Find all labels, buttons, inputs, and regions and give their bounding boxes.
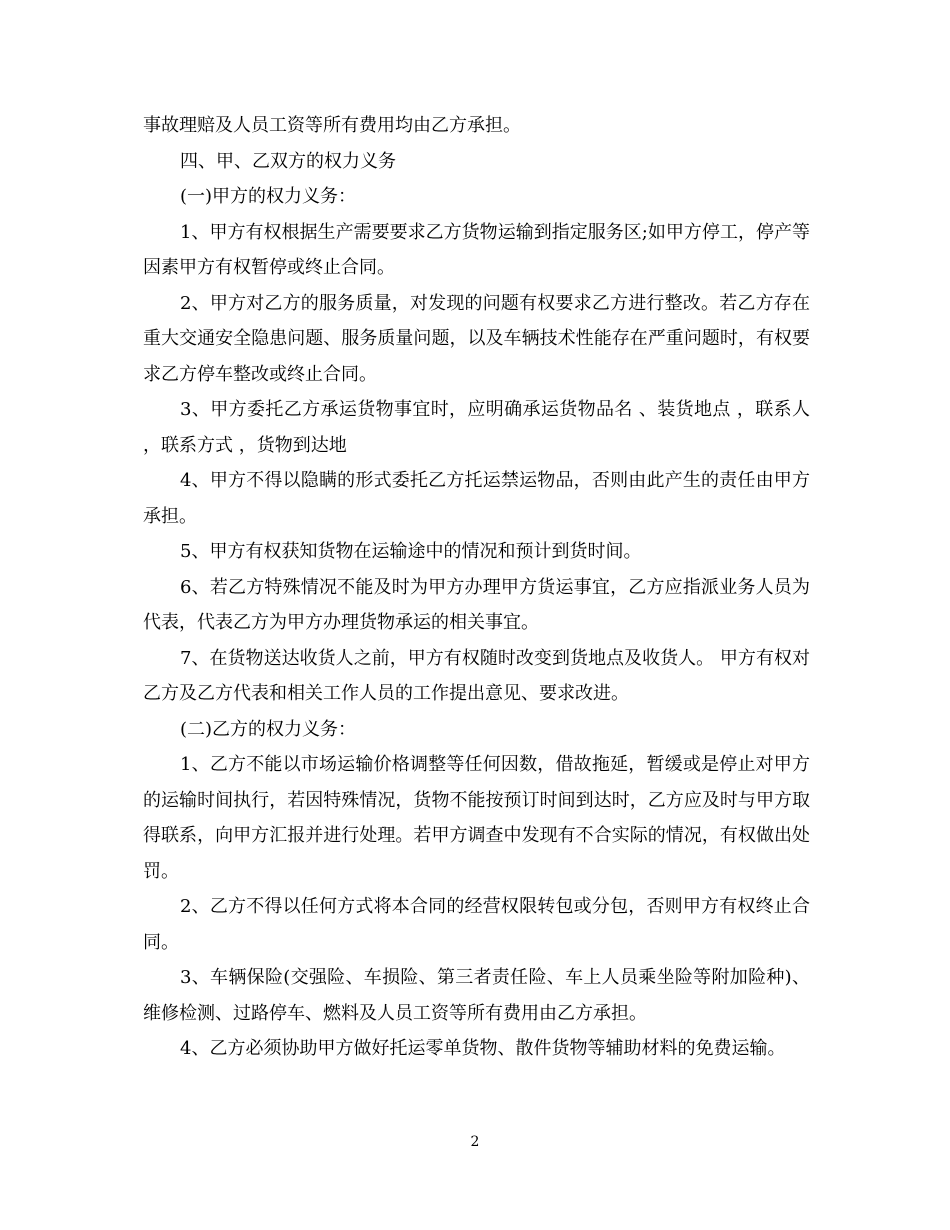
- page-number: 2: [470, 1134, 480, 1150]
- clause-party-a-4: 4、甲方不得以隐瞒的形式委托乙方托运禁运物品，否则由此产生的责任由甲方承担。: [143, 470, 810, 527]
- clause-party-b-3: 3、车辆保险(交强险、车损险、第三者责任险、车上人员乘坐险等附加险种)、维修检测、过路停车、燃料及人员工资等所有费用由乙方承担。: [143, 967, 810, 1024]
- paragraph-continuation: 事故理赔及人员工资等所有费用均由乙方承担。: [143, 115, 521, 136]
- subsection-heading-party-b: (二)乙方的权力义务：: [180, 718, 357, 740]
- clause-party-b-2: 2、乙方不得以任何方式将本合同的经营权限转包或分包，否则甲方有权终止合同。: [143, 896, 810, 953]
- clause-party-a-2: 2、甲方对乙方的服务质量，对发现的问题有权要求乙方进行整改。若乙方存在重大交通安全隐患问题、服务质量问题，以及车辆技术性能存在严重问题时，有权要求乙方停车整改或终止合同。: [143, 292, 810, 385]
- clause-party-a-3: 3、甲方委托乙方承运货物事宜时，应明确承运货物品名 、装货地点 ，联系人 ，联系方式 ，货物到达地: [143, 399, 810, 456]
- section-heading-rights-duties: 四、甲、乙双方的权力义务: [180, 150, 396, 172]
- subsection-heading-party-a: (一)甲方的权力义务：: [180, 186, 357, 207]
- clause-party-a-7: 7、在货物送达收货人之前，甲方有权随时改变到货地点及收货人。 甲方有权对乙方及乙方代表和相关工作人员的工作提出意见、要求改进。: [143, 647, 810, 704]
- clause-party-a-5: 5、甲方有权获知货物在运输途中的情况和预计到货时间。: [180, 541, 642, 562]
- clause-party-b-4: 4、乙方必须协助甲方做好托运零单货物、散件货物等辅助材料的免费运输。: [180, 1038, 786, 1059]
- document-body: [143, 108, 810, 1067]
- clause-party-a-1: 1、甲方有权根据生产需要要求乙方货物运输到指定服务区;如甲方停工，停产等因素甲方有权暂停或终止合同。: [143, 221, 810, 278]
- clause-party-b-1: 1、乙方不能以市场运输价格调整等任何因数，借故拖延，暂缓或是停止对甲方的运输时间执行，若因特殊情况，货物不能按预订时间到达时，乙方应及时与甲方取得联系，向甲方汇报并进行处理。若甲方调查中发现有不合实际的情况，有权做出处罚。: [143, 754, 810, 882]
- clause-party-a-6: 6、若乙方特殊情况不能及时为甲方办理甲方货运事宜，乙方应指派业务人员为代表，代表乙方为甲方办理货物承运的相关事宜。: [143, 576, 810, 633]
